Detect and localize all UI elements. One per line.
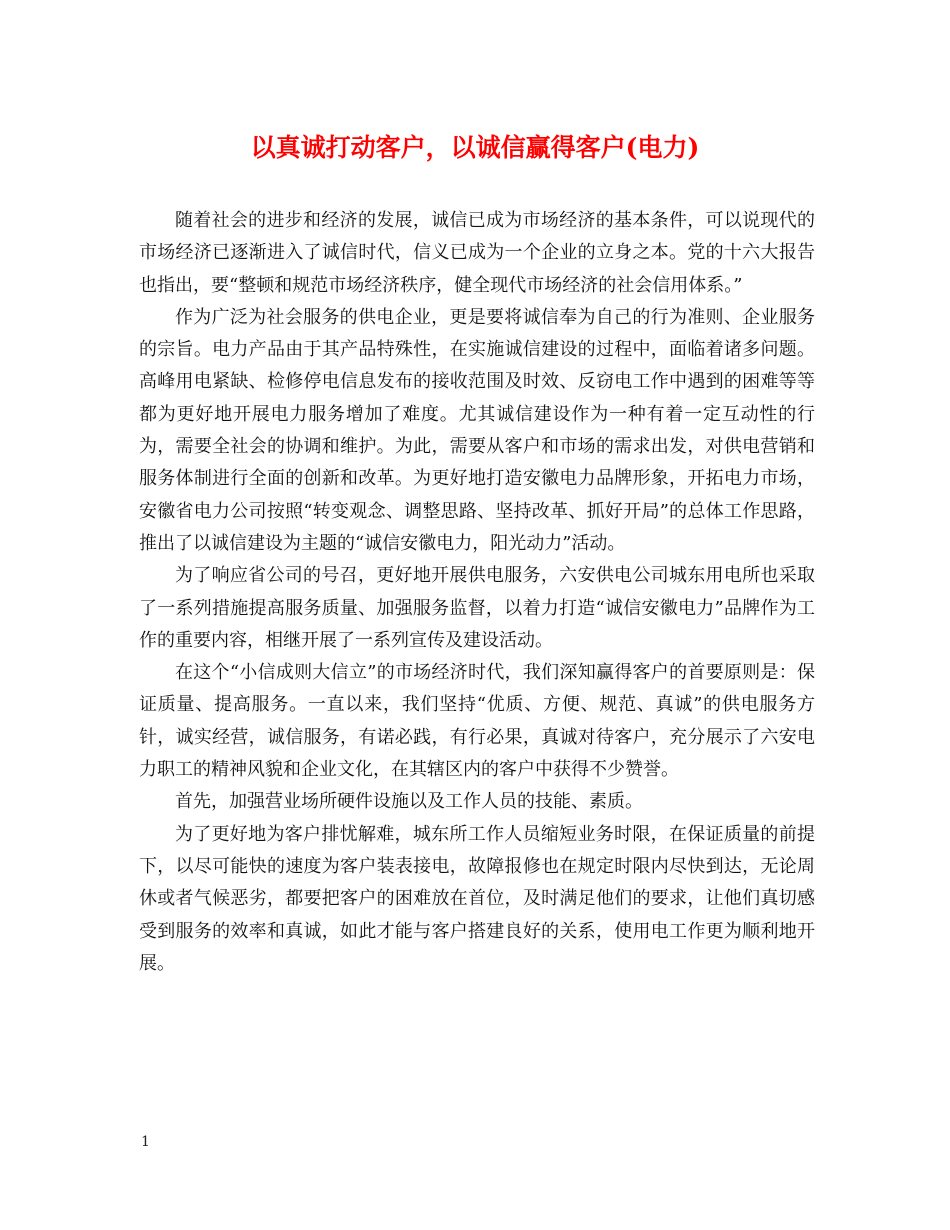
document-body	[139, 205, 815, 980]
paragraph-5: 首先，加强营业场所硬件设施以及工作人员的技能、素质。	[175, 791, 643, 813]
paragraph-6: 为了更好地为客户排忧解难，城东所工作人员缩短业务时限，在保证质量的前提下，以尽可能快的速度为客户装表接电，故障报修也在规定时限内尽快到达，无论周休或者气候恶劣，都要把客户的困难放在首位，及时满足他们的要求，让他们真切感受到服务的效率和真诚，如此才能与客户搭建良好的关系，使用电工作更为顺利地开展。	[139, 823, 815, 974]
paragraph-2: 作为广泛为社会服务的供电企业，更是要将诚信奉为自己的行为准则、企业服务的宗旨。电力产品由于其产品特殊性，在实施诚信建设的过程中，面临着诸多问题。高峰用电紧缺、检修停电信息发布的接收范围及时效、反窃电工作中遇到的困难等等都为更好地开展电力服务增加了难度。尤其诚信建设作为一种有着一定互动性的行为，需要全社会的协调和维护。为此，需要从客户和市场的需求出发，对供电营销和服务体制进行全面的创新和改革。为更好地打造安徽电力品牌形象，开拓电力市场，安徽省电力公司按照“转变观念、调整思路、坚持改革、抓好开局”的总体工作思路，推出了以诚信建设为主题的“诚信安徽电力，阳光动力”活动。	[139, 306, 815, 554]
page-number: 1	[141, 1134, 150, 1150]
paragraph-1: 随着社会的进步和经济的发展，诚信已成为市场经济的基本条件，可以说现代的市场经济已逐渐进入了诚信时代，信义已成为一个企业的立身之本。党的十六大报告也指出，要“整顿和规范市场经济秩序，健全现代市场经济的社会信用体系。”	[139, 210, 815, 296]
document-title: 以真诚打动客户，以诚信赢得客户(电力)	[250, 133, 700, 162]
paragraph-3: 为了响应省公司的号召，更好地开展供电服务，六安供电公司城东用电所也采取了一系列措施提高服务质量、加强服务监督，以着力打造“诚信安徽电力”品牌作为工作的重要内容，相继开展了一系列宣传及建设活动。	[139, 565, 815, 651]
paragraph-4: 在这个“小信成则大信立”的市场经济时代，我们深知赢得客户的首要原则是：保证质量、提高服务。一直以来，我们坚持“优质、方便、规范、真诚”的供电服务方针，诚实经营，诚信服务，有诺必践，有行必果，真诚对待客户，充分展示了六安电力职工的精神风貌和企业文化，在其辖区内的客户中获得不少赞誉。	[139, 662, 815, 781]
